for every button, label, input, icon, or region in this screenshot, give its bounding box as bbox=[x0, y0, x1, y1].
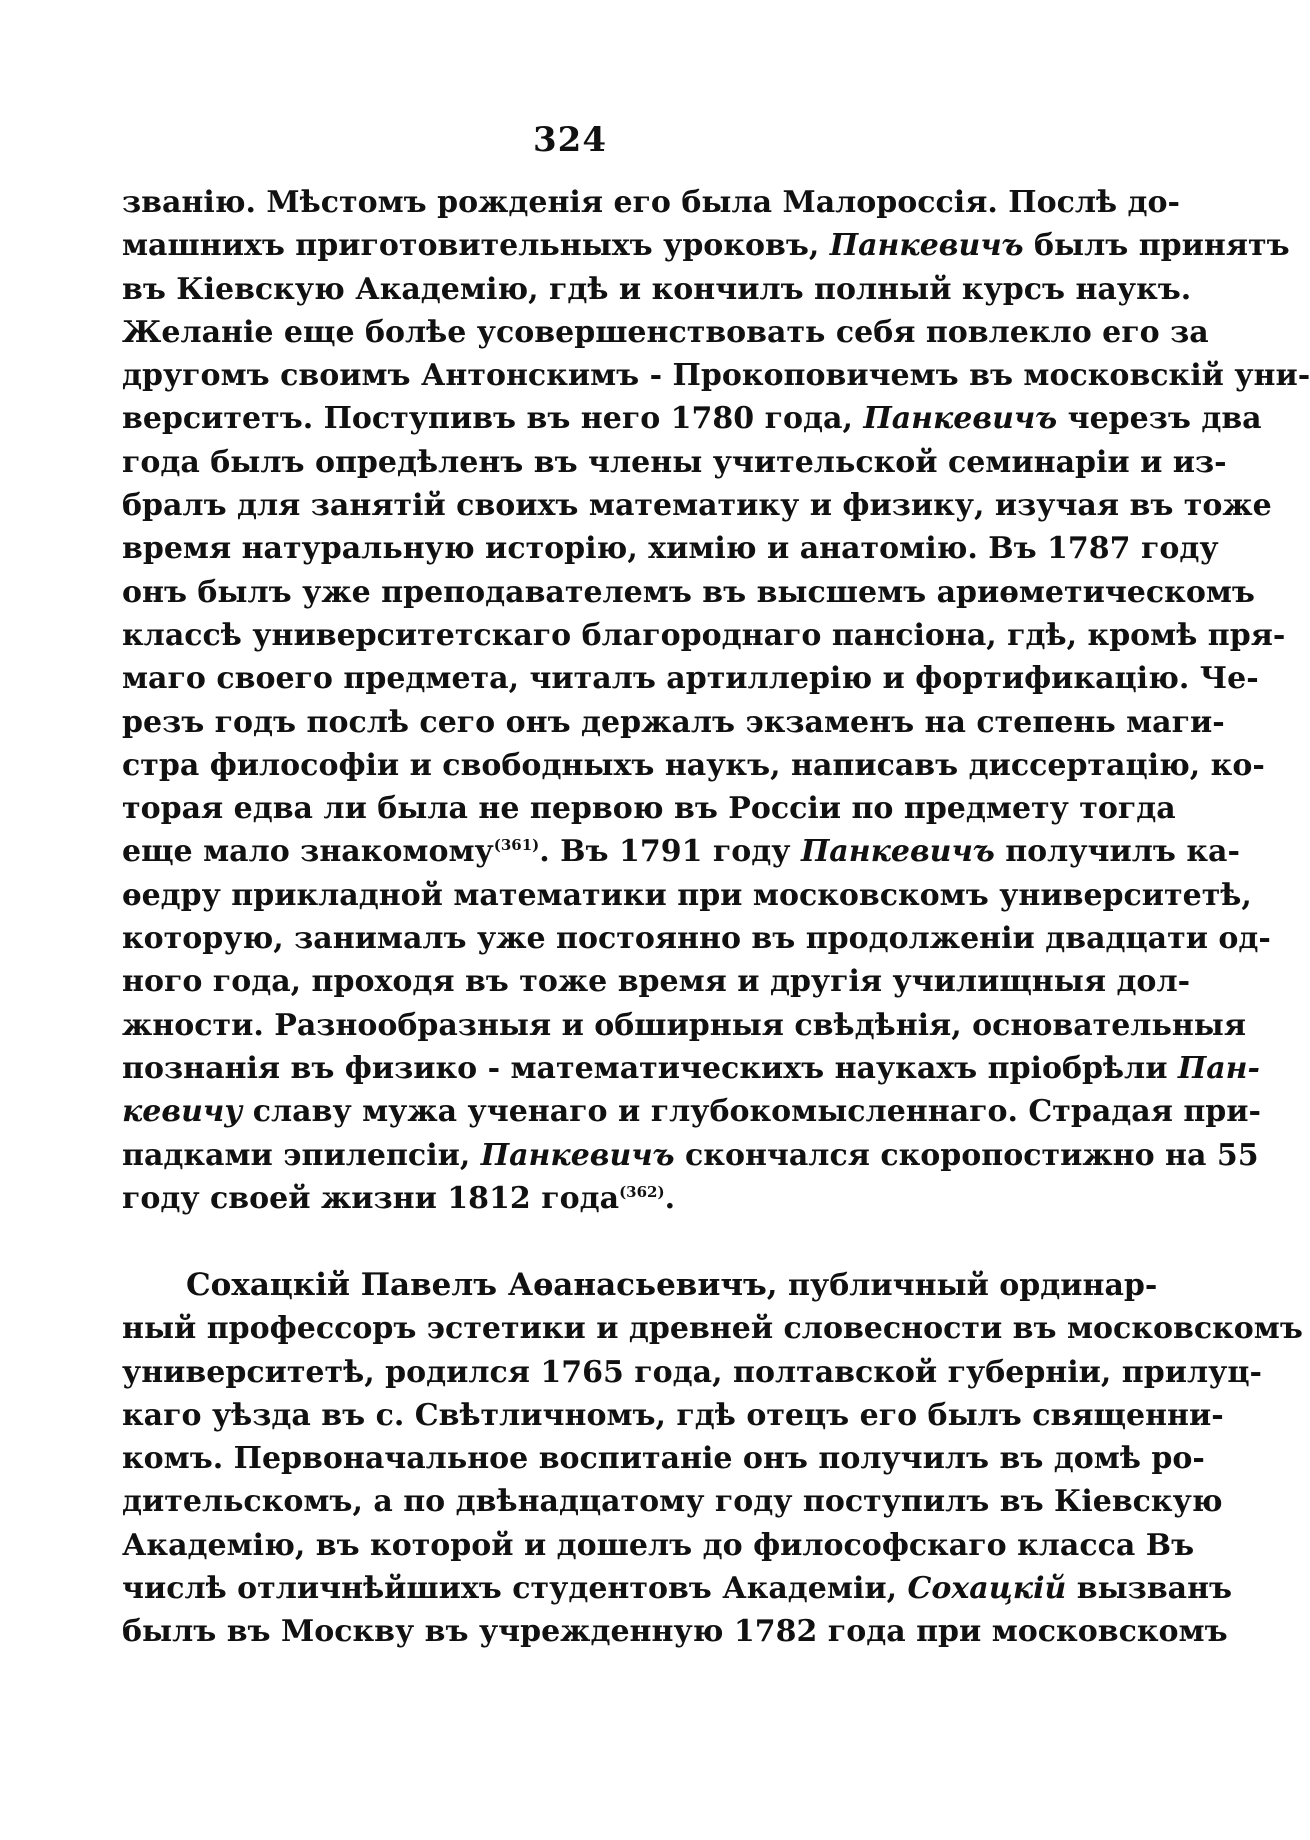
text-line bbox=[122, 787, 1176, 830]
text-line bbox=[122, 181, 1181, 224]
text-line bbox=[122, 1004, 1247, 1047]
text-segment: Академію, въ которой и дошелъ до философскаго класса Въ bbox=[122, 1527, 1195, 1563]
text-line bbox=[122, 484, 1272, 527]
text-line bbox=[122, 701, 1225, 744]
text-segment: вызванъ bbox=[1066, 1571, 1233, 1607]
text-segment: . bbox=[664, 1180, 676, 1216]
text-segment: верситетъ. Поступивъ въ него 1780 года, bbox=[122, 401, 864, 437]
text-segment: комъ. Первоначальное воспитаніе онъ получилъ въ домѣ ро- bbox=[122, 1441, 1205, 1477]
text-line bbox=[122, 1524, 1195, 1567]
text-line bbox=[122, 960, 1191, 1003]
italic-name: Панкевичъ bbox=[800, 834, 995, 870]
text-segment: время натуральную исторію, химію и анатомію. Въ 1787 году bbox=[122, 531, 1219, 567]
italic-name: Панкевичъ bbox=[829, 228, 1024, 264]
page-number: 324 bbox=[533, 120, 607, 160]
text-segment: другомъ своимъ Антонскимъ - Прокоповичемъ въ московскій уни- bbox=[122, 358, 1310, 394]
text-segment: стра философіи и свободныхъ наукъ, написавъ диссертацію, ко- bbox=[122, 747, 1265, 783]
text-segment: званію. Мѣстомъ рожденія его была Малороссія. Послѣ до- bbox=[122, 185, 1181, 220]
paragraph-sokhatsky bbox=[122, 1264, 1303, 1654]
text-line bbox=[122, 268, 1192, 311]
text-segment: публичный ординар- bbox=[777, 1268, 1158, 1303]
text-segment: въ Кіевскую Академію, гдѣ и кончилъ полный курсъ наукъ. bbox=[122, 271, 1192, 307]
text-line bbox=[122, 571, 1255, 614]
text-segment: которую, занималъ уже постоянно въ продолженіи двадцати од- bbox=[122, 921, 1271, 957]
text-segment: резъ годъ послѣ сего онъ держалъ экзаменъ на степень маги- bbox=[122, 704, 1225, 740]
text-segment: каго уѣзда въ с. Свѣтличномъ, гдѣ отецъ его былъ священни- bbox=[122, 1397, 1224, 1433]
text-line bbox=[122, 744, 1265, 787]
text-line bbox=[122, 1177, 1088, 1220]
text-segment: черезъ два bbox=[1057, 401, 1262, 437]
text-segment: . Въ 1791 году bbox=[539, 834, 801, 870]
text-line bbox=[122, 397, 1262, 440]
text-line bbox=[122, 527, 1219, 570]
text-segment: классѣ университетскаго благороднаго пансіона, гдѣ, кромѣ пря- bbox=[122, 617, 1286, 653]
text-line bbox=[122, 1047, 1260, 1090]
text-line bbox=[122, 1307, 1303, 1350]
text-line bbox=[122, 874, 1252, 917]
text-line bbox=[122, 1264, 1158, 1307]
text-segment: дительскомъ, а по двѣнадцатому году поступилъ въ Кіевскую bbox=[122, 1484, 1223, 1520]
italic-name: Панкевичъ bbox=[480, 1137, 675, 1173]
text-line bbox=[122, 224, 1290, 267]
italic-name: Сохацкій bbox=[907, 1571, 1067, 1607]
text-line bbox=[122, 1610, 1228, 1653]
text-line bbox=[122, 657, 1259, 700]
text-segment: познанія въ физико - математическихъ наукахъ пріобрѣли bbox=[122, 1050, 1178, 1086]
text-line bbox=[122, 830, 1240, 873]
text-line bbox=[122, 1567, 1233, 1610]
text-line bbox=[122, 354, 1310, 397]
text-segment: падками эпилепсіи, bbox=[122, 1137, 481, 1173]
paragraph-pankevich bbox=[122, 181, 1310, 1220]
text-segment: торая едва ли была не первою въ Россіи по предмету тогда bbox=[122, 791, 1176, 827]
text-segment: скончался скоропостижно на 55 bbox=[674, 1137, 1259, 1173]
text-segment: университетѣ, родился 1765 года, полтавской губерніи, прилуц- bbox=[122, 1354, 1262, 1390]
text-line bbox=[122, 1134, 1259, 1177]
text-line bbox=[122, 917, 1271, 960]
text-segment: славу мужа ученаго и глубокомысленнаго. Страдая при- bbox=[242, 1094, 1261, 1130]
text-line bbox=[122, 1351, 1262, 1394]
text-segment: ѳедру прикладной математики при московскомъ университетѣ, bbox=[122, 877, 1252, 913]
text-segment: числѣ отличнѣйшихъ студентовъ Академіи, bbox=[122, 1571, 908, 1607]
italic-name: Панкевичъ bbox=[863, 401, 1058, 437]
text-segment: жности. Разнообразныя и обширныя свѣдѣнія, основательныя bbox=[122, 1007, 1247, 1043]
text-segment: машнихъ приготовительныхъ уроковъ, bbox=[122, 228, 830, 264]
entry-heading-name: Сохацкій Павелъ Аѳанасьевичъ, bbox=[186, 1267, 778, 1303]
text-segment: онъ былъ уже преподавателемъ въ высшемъ ариѳметическомъ bbox=[122, 574, 1255, 610]
text-line bbox=[122, 1394, 1224, 1437]
text-line bbox=[122, 441, 1227, 484]
text-segment: былъ принятъ bbox=[1023, 228, 1290, 264]
text-segment: еще мало знакомому bbox=[122, 834, 494, 870]
text-segment: былъ въ Москву въ учрежденную 1782 года при московскомъ bbox=[122, 1614, 1228, 1650]
text-line bbox=[122, 311, 1209, 354]
text-line bbox=[122, 614, 1286, 657]
italic-name: кевичу bbox=[122, 1094, 243, 1130]
text-segment: году своей жизни 1812 года bbox=[122, 1180, 620, 1216]
text-segment: года былъ опредѣленъ въ члены учительской семинаріи и из- bbox=[122, 444, 1227, 480]
text-line bbox=[122, 1437, 1205, 1480]
text-segment: Желаніе еще болѣе усовершенствовать себя повлекло его за bbox=[122, 314, 1209, 350]
footnote-reference: (361) bbox=[493, 836, 540, 855]
italic-name: Пан- bbox=[1177, 1050, 1260, 1086]
text-line bbox=[122, 1090, 1261, 1133]
text-line bbox=[122, 1480, 1223, 1523]
footnote-reference: (362) bbox=[619, 1182, 665, 1201]
text-segment: получилъ ка- bbox=[994, 834, 1240, 870]
text-segment: бралъ для занятій своихъ математику и физику, изучая въ тоже bbox=[122, 488, 1272, 524]
text-segment: маго своего предмета, читалъ артиллерію и фортификацію. Че- bbox=[122, 661, 1259, 697]
text-segment: ный профессоръ эстетики и древней словесности въ московскомъ bbox=[122, 1311, 1303, 1347]
text-segment: ного года, проходя въ тоже время и другія училищныя дол- bbox=[122, 964, 1191, 1000]
